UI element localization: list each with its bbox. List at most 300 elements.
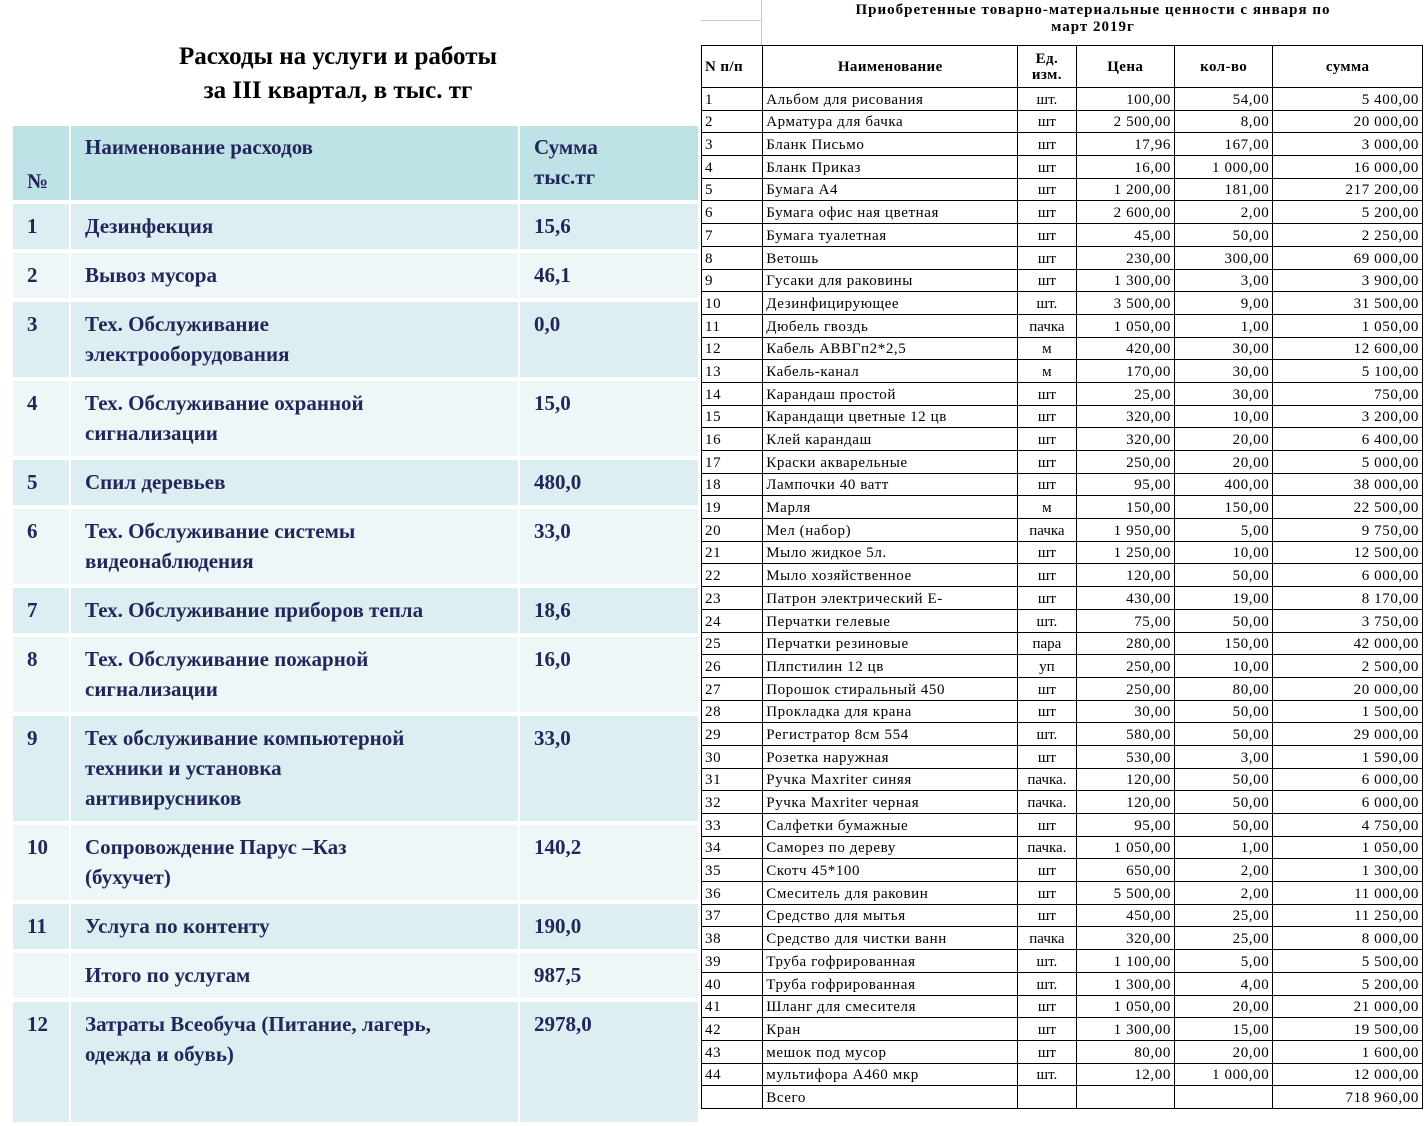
goods-cell-qty: 20,00 [1174, 995, 1272, 1018]
goods-cell-price: 250,00 [1076, 655, 1174, 678]
goods-cell-price: 80,00 [1076, 1040, 1174, 1063]
services-row-sum: 33,0 [520, 716, 698, 825]
goods-total-unit [1018, 1086, 1076, 1109]
goods-cell-price: 95,00 [1076, 814, 1174, 837]
goods-row [702, 972, 1423, 995]
services-row-name-line: Тех. Обслуживание системы [85, 519, 356, 543]
goods-cell-unit: пара [1018, 632, 1076, 655]
goods-cell-qty: 80,00 [1174, 677, 1272, 700]
goods-cell-sum: 5 000,00 [1273, 451, 1423, 474]
services-row [13, 904, 698, 953]
goods-header-unit-line1: Ед. [1035, 50, 1059, 67]
goods-cell-name: Перчатки гелевые [763, 609, 1018, 632]
goods-cell-num: 14 [702, 382, 763, 405]
goods-cell-sum: 3 000,00 [1273, 133, 1423, 156]
services-row-name [71, 825, 520, 904]
goods-cell-unit: шт [1018, 882, 1076, 905]
goods-cell-price: 150,00 [1076, 496, 1174, 519]
goods-cell-name: Мыло жидкое 5л. [763, 541, 1018, 564]
goods-cell-name: Карандаш простой [763, 382, 1018, 405]
goods-header-unit [1018, 46, 1076, 88]
goods-cell-sum: 5 200,00 [1273, 201, 1423, 224]
services-subtotal-sum: 987,5 [520, 953, 698, 1002]
goods-cell-price: 12,00 [1076, 1063, 1174, 1086]
services-header-name: Наименование расходов [71, 126, 520, 204]
goods-cell-sum: 31 500,00 [1273, 292, 1423, 315]
goods-cell-unit: шт. [1018, 1063, 1076, 1086]
goods-body [702, 88, 1423, 1086]
goods-cell-qty: 1,00 [1174, 836, 1272, 859]
goods-cell-qty: 50,00 [1174, 224, 1272, 247]
services-row [13, 302, 698, 381]
services-row-name-line: антивирусников [85, 786, 242, 810]
services-row-name-line: сигнализации [85, 421, 218, 445]
goods-row [702, 110, 1423, 133]
goods-cell-sum: 1 050,00 [1273, 314, 1423, 337]
goods-title-line1: Приобретенные товарно-материальные ценности с января по [855, 2, 1331, 18]
goods-cell-unit: шт [1018, 382, 1076, 405]
goods-cell-sum: 11 000,00 [1273, 882, 1423, 905]
goods-cell-sum: 1 500,00 [1273, 700, 1423, 723]
goods-cell-unit: м [1018, 496, 1076, 519]
goods-cell-sum: 750,00 [1273, 382, 1423, 405]
goods-cell-unit: м [1018, 337, 1076, 360]
goods-cell-sum: 217 200,00 [1273, 178, 1423, 201]
goods-title-spacer [701, 0, 762, 45]
services-row-name-line: одежда и обувь) [85, 1042, 234, 1066]
services-row-name-line: Сопровождение Парус –Каз [85, 835, 347, 859]
goods-cell-unit: шт [1018, 246, 1076, 269]
goods-cell-num: 23 [702, 587, 763, 610]
goods-cell-unit: шт [1018, 178, 1076, 201]
goods-total-price [1076, 1086, 1174, 1109]
goods-cell-unit: шт [1018, 1040, 1076, 1063]
goods-cell-name: Средство для мытья [763, 904, 1018, 927]
goods-cell-price: 1 100,00 [1076, 950, 1174, 973]
goods-cell-unit: шт. [1018, 609, 1076, 632]
goods-row [702, 451, 1423, 474]
goods-cell-name: Бумага офис ная цветная [763, 201, 1018, 224]
services-row-name: Вывоз мусора [71, 253, 520, 302]
goods-cell-name: Средство для чистки ванн [763, 927, 1018, 950]
goods-cell-num: 37 [702, 904, 763, 927]
goods-cell-sum: 3 200,00 [1273, 405, 1423, 428]
goods-cell-qty: 30,00 [1174, 382, 1272, 405]
goods-cell-name: Бланк Письмо [763, 133, 1018, 156]
goods-cell-unit: шт [1018, 451, 1076, 474]
goods-cell-unit: шт [1018, 224, 1076, 247]
goods-cell-unit: шт [1018, 405, 1076, 428]
goods-cell-sum: 5 200,00 [1273, 972, 1423, 995]
goods-cell-unit: уп [1018, 655, 1076, 678]
goods-cell-qty: 400,00 [1174, 473, 1272, 496]
goods-cell-qty: 54,00 [1174, 88, 1272, 111]
goods-cell-qty: 150,00 [1174, 632, 1272, 655]
goods-cell-sum: 38 000,00 [1273, 473, 1423, 496]
services-row-sum: 15,6 [520, 204, 698, 253]
goods-cell-sum: 8 000,00 [1273, 927, 1423, 950]
goods-cell-num: 29 [702, 723, 763, 746]
services-table [13, 126, 698, 1126]
goods-cell-num: 40 [702, 972, 763, 995]
goods-cell-price: 320,00 [1076, 927, 1174, 950]
goods-cell-unit: шт [1018, 745, 1076, 768]
goods-cell-name: Гусаки для раковины [763, 269, 1018, 292]
goods-cell-name: Труба гофрированная [763, 972, 1018, 995]
goods-cell-price: 250,00 [1076, 451, 1174, 474]
goods-cell-name: Шланг для смесителя [763, 995, 1018, 1018]
goods-row [702, 723, 1423, 746]
goods-cell-unit: шт [1018, 110, 1076, 133]
services-row-sum: 46,1 [520, 253, 698, 302]
goods-cell-unit: шт [1018, 473, 1076, 496]
goods-cell-price: 1 950,00 [1076, 519, 1174, 542]
goods-cell-unit: шт [1018, 564, 1076, 587]
goods-cell-name: Краски акварельные [763, 451, 1018, 474]
goods-cell-sum: 20 000,00 [1273, 677, 1423, 700]
services-row-sum: 190,0 [520, 904, 698, 953]
goods-cell-num: 26 [702, 655, 763, 678]
goods-cell-unit: шт [1018, 1018, 1076, 1041]
goods-cell-num: 38 [702, 927, 763, 950]
goods-row [702, 133, 1423, 156]
services-header-sum-line2: тыс.тг [534, 165, 596, 189]
goods-cell-name: Бланк Приказ [763, 156, 1018, 179]
services-row [13, 637, 698, 716]
goods-row [702, 269, 1423, 292]
goods-cell-sum: 2 500,00 [1273, 655, 1423, 678]
goods-cell-name: Мел (набор) [763, 519, 1018, 542]
services-subtotal-label: Итого по услугам [71, 953, 520, 1002]
goods-cell-price: 1 300,00 [1076, 972, 1174, 995]
goods-cell-name: Кабель-канал [763, 360, 1018, 383]
goods-cell-sum: 6 400,00 [1273, 428, 1423, 451]
goods-table [701, 45, 1423, 1109]
goods-cell-name: Розетка наружная [763, 745, 1018, 768]
goods-cell-qty: 50,00 [1174, 700, 1272, 723]
services-row [13, 588, 698, 637]
goods-cell-unit: шт [1018, 156, 1076, 179]
goods-header-sum: сумма [1273, 46, 1423, 88]
goods-cell-qty: 2,00 [1174, 859, 1272, 882]
services-row [13, 253, 698, 302]
goods-cell-name: мультифора А460 мкр [763, 1063, 1018, 1086]
goods-cell-qty: 20,00 [1174, 428, 1272, 451]
goods-cell-price: 1 250,00 [1076, 541, 1174, 564]
services-row-name [71, 509, 520, 588]
goods-cell-name: Бумага туалетная [763, 224, 1018, 247]
goods-row [702, 496, 1423, 519]
services-row-sum: 2978,0 [520, 1002, 698, 1126]
goods-header-unit-line2: изм. [1031, 66, 1062, 83]
goods-cell-price: 16,00 [1076, 156, 1174, 179]
goods-cell-price: 75,00 [1076, 609, 1174, 632]
goods-cell-qty: 5,00 [1174, 950, 1272, 973]
services-row-name-line: Тех. Обслуживание [85, 312, 269, 336]
goods-row [702, 791, 1423, 814]
goods-cell-qty: 50,00 [1174, 814, 1272, 837]
goods-row [702, 587, 1423, 610]
goods-cell-num: 31 [702, 768, 763, 791]
goods-cell-sum: 12 000,00 [1273, 1063, 1423, 1086]
goods-cell-name: Кабель АВВГп2*2,5 [763, 337, 1018, 360]
goods-cell-price: 5 500,00 [1076, 882, 1174, 905]
goods-cell-sum: 8 170,00 [1273, 587, 1423, 610]
goods-total-qty [1174, 1086, 1272, 1109]
goods-cell-sum: 11 250,00 [1273, 904, 1423, 927]
goods-cell-num: 17 [702, 451, 763, 474]
goods-cell-unit: пачка [1018, 927, 1076, 950]
goods-cell-sum: 12 600,00 [1273, 337, 1423, 360]
services-row-name-line: электрооборудования [85, 342, 290, 366]
goods-cell-qty: 10,00 [1174, 541, 1272, 564]
goods-cell-num: 39 [702, 950, 763, 973]
services-row-num: 5 [13, 460, 71, 509]
goods-row [702, 1063, 1423, 1086]
goods-cell-name: Лампочки 40 ватт [763, 473, 1018, 496]
goods-title [763, 2, 1423, 36]
goods-cell-qty: 1 000,00 [1174, 156, 1272, 179]
goods-total-sum: 718 960,00 [1273, 1086, 1423, 1109]
goods-cell-unit: м [1018, 360, 1076, 383]
goods-cell-unit: шт [1018, 677, 1076, 700]
goods-cell-price: 1 300,00 [1076, 269, 1174, 292]
goods-cell-price: 280,00 [1076, 632, 1174, 655]
goods-cell-name: Плпстилин 12 цв [763, 655, 1018, 678]
goods-row [702, 428, 1423, 451]
goods-cell-sum: 3 750,00 [1273, 609, 1423, 632]
services-row-sum: 15,0 [520, 381, 698, 460]
services-row-sum: 140,2 [520, 825, 698, 904]
goods-cell-qty: 20,00 [1174, 451, 1272, 474]
goods-row [702, 292, 1423, 315]
goods-row [702, 677, 1423, 700]
goods-cell-name: Мыло хозяйственное [763, 564, 1018, 587]
goods-cell-qty: 3,00 [1174, 269, 1272, 292]
goods-cell-qty: 4,00 [1174, 972, 1272, 995]
goods-cell-unit: шт [1018, 541, 1076, 564]
goods-cell-num: 20 [702, 519, 763, 542]
goods-cell-sum: 16 000,00 [1273, 156, 1423, 179]
goods-total-label: Всего [763, 1086, 1018, 1109]
goods-cell-num: 41 [702, 995, 763, 1018]
goods-cell-sum: 12 500,00 [1273, 541, 1423, 564]
services-header-num: № [13, 126, 71, 204]
goods-cell-qty: 15,00 [1174, 1018, 1272, 1041]
goods-cell-sum: 2 250,00 [1273, 224, 1423, 247]
services-row-num: 2 [13, 253, 71, 302]
goods-header-num: N п/п [702, 46, 763, 88]
goods-cell-sum: 1 590,00 [1273, 745, 1423, 768]
goods-row [702, 201, 1423, 224]
goods-header-row [702, 46, 1423, 88]
goods-cell-unit: шт [1018, 904, 1076, 927]
goods-cell-name: Ветошь [763, 246, 1018, 269]
services-header-sum [520, 126, 698, 204]
goods-row [702, 541, 1423, 564]
goods-cell-price: 3 500,00 [1076, 292, 1174, 315]
goods-cell-num: 13 [702, 360, 763, 383]
goods-cell-qty: 30,00 [1174, 337, 1272, 360]
goods-cell-price: 1 200,00 [1076, 178, 1174, 201]
services-row-num: 1 [13, 204, 71, 253]
goods-cell-name: Прокладка для крана [763, 700, 1018, 723]
goods-row [702, 609, 1423, 632]
goods-cell-unit: шт [1018, 133, 1076, 156]
goods-cell-sum: 42 000,00 [1273, 632, 1423, 655]
goods-row [702, 1040, 1423, 1063]
goods-header-name: Наименование [763, 46, 1018, 88]
goods-cell-num: 44 [702, 1063, 763, 1086]
goods-cell-name: Скотч 45*100 [763, 859, 1018, 882]
services-title-line1: Расходы на услуги и работы [179, 43, 497, 70]
goods-row [702, 995, 1423, 1018]
goods-cell-price: 450,00 [1076, 904, 1174, 927]
goods-cell-num: 12 [702, 337, 763, 360]
goods-cell-num: 25 [702, 632, 763, 655]
goods-cell-unit: шт [1018, 859, 1076, 882]
goods-cell-sum: 21 000,00 [1273, 995, 1423, 1018]
goods-cell-price: 530,00 [1076, 745, 1174, 768]
goods-header-price: Цена [1076, 46, 1174, 88]
goods-cell-price: 1 050,00 [1076, 836, 1174, 859]
goods-cell-unit: пачка. [1018, 791, 1076, 814]
goods-cell-num: 32 [702, 791, 763, 814]
goods-row [702, 1018, 1423, 1041]
goods-row [702, 632, 1423, 655]
goods-cell-name: Регистратор 8см 554 [763, 723, 1018, 746]
goods-cell-num: 1 [702, 88, 763, 111]
goods-cell-name: Труба гофрированная [763, 950, 1018, 973]
goods-cell-num: 6 [702, 201, 763, 224]
goods-cell-name: Бумага А4 [763, 178, 1018, 201]
goods-cell-qty: 2,00 [1174, 201, 1272, 224]
goods-cell-qty: 1 000,00 [1174, 1063, 1272, 1086]
services-row [13, 460, 698, 509]
goods-cell-name: Смеситель для раковин [763, 882, 1018, 905]
goods-cell-sum: 29 000,00 [1273, 723, 1423, 746]
goods-cell-name: Патрон электрический Е- [763, 587, 1018, 610]
goods-cell-sum: 3 900,00 [1273, 269, 1423, 292]
services-row-name [71, 1002, 520, 1126]
services-row-sum: 480,0 [520, 460, 698, 509]
goods-row [702, 882, 1423, 905]
goods-cell-unit: шт [1018, 814, 1076, 837]
goods-cell-sum: 1 300,00 [1273, 859, 1423, 882]
services-row-sum: 16,0 [520, 637, 698, 716]
goods-row [702, 836, 1423, 859]
goods-row [702, 246, 1423, 269]
goods-cell-num: 18 [702, 473, 763, 496]
goods-cell-qty: 300,00 [1174, 246, 1272, 269]
services-row-name: Спил деревьев [71, 460, 520, 509]
goods-cell-sum: 1 600,00 [1273, 1040, 1423, 1063]
goods-cell-sum: 9 750,00 [1273, 519, 1423, 542]
goods-cell-num: 11 [702, 314, 763, 337]
goods-cell-num: 4 [702, 156, 763, 179]
goods-cell-name: мешок под мусор [763, 1040, 1018, 1063]
goods-cell-price: 1 050,00 [1076, 995, 1174, 1018]
goods-cell-num: 35 [702, 859, 763, 882]
goods-cell-name: Альбом для рисования [763, 88, 1018, 111]
goods-cell-qty: 2,00 [1174, 882, 1272, 905]
services-row-name-line: Тех. Обслуживание пожарной [85, 647, 369, 671]
goods-cell-qty: 150,00 [1174, 496, 1272, 519]
goods-row [702, 564, 1423, 587]
services-row-sum: 33,0 [520, 509, 698, 588]
goods-cell-num: 22 [702, 564, 763, 587]
goods-cell-sum: 69 000,00 [1273, 246, 1423, 269]
goods-cell-sum: 20 000,00 [1273, 110, 1423, 133]
goods-cell-num: 27 [702, 677, 763, 700]
goods-cell-unit: шт. [1018, 723, 1076, 746]
goods-cell-name: Марля [763, 496, 1018, 519]
goods-row [702, 859, 1423, 882]
goods-row [702, 768, 1423, 791]
goods-cell-name: Саморез по дереву [763, 836, 1018, 859]
goods-cell-qty: 167,00 [1174, 133, 1272, 156]
goods-cell-price: 120,00 [1076, 564, 1174, 587]
goods-cell-qty: 25,00 [1174, 904, 1272, 927]
goods-row [702, 904, 1423, 927]
goods-cell-qty: 30,00 [1174, 360, 1272, 383]
goods-cell-name: Салфетки бумажные [763, 814, 1018, 837]
services-row [13, 716, 698, 825]
goods-cell-price: 170,00 [1076, 360, 1174, 383]
goods-cell-sum: 4 750,00 [1273, 814, 1423, 837]
services-row-name: Тех. Обслуживание приборов тепла [71, 588, 520, 637]
goods-cell-sum: 6 000,00 [1273, 564, 1423, 587]
goods-cell-num: 36 [702, 882, 763, 905]
goods-cell-qty: 1,00 [1174, 314, 1272, 337]
services-row-name [71, 302, 520, 381]
goods-cell-price: 120,00 [1076, 791, 1174, 814]
services-subtotal-row [13, 953, 698, 1002]
goods-cell-num: 30 [702, 745, 763, 768]
services-row-name: Услуга по контенту [71, 904, 520, 953]
goods-cell-unit: пачка [1018, 314, 1076, 337]
services-row-name: Дезинфекция [71, 204, 520, 253]
goods-cell-num: 24 [702, 609, 763, 632]
services-row-name-line: видеонаблюдения [85, 549, 254, 573]
services-row-num: 6 [13, 509, 71, 588]
goods-cell-price: 17,96 [1076, 133, 1174, 156]
goods-cell-num: 42 [702, 1018, 763, 1041]
goods-cell-num: 9 [702, 269, 763, 292]
goods-cell-unit: пачка [1018, 519, 1076, 542]
goods-cell-name: Ручка Maxriter синяя [763, 768, 1018, 791]
goods-cell-num: 5 [702, 178, 763, 201]
goods-cell-qty: 50,00 [1174, 564, 1272, 587]
goods-cell-qty: 19,00 [1174, 587, 1272, 610]
goods-cell-num: 15 [702, 405, 763, 428]
goods-cell-num: 33 [702, 814, 763, 837]
services-title [0, 40, 676, 108]
services-row-num: 10 [13, 825, 71, 904]
goods-cell-qty: 8,00 [1174, 110, 1272, 133]
services-row-sum: 18,6 [520, 588, 698, 637]
goods-cell-price: 250,00 [1076, 677, 1174, 700]
goods-cell-num: 34 [702, 836, 763, 859]
goods-cell-sum: 19 500,00 [1273, 1018, 1423, 1041]
goods-row [702, 927, 1423, 950]
goods-cell-num: 7 [702, 224, 763, 247]
goods-cell-unit: шт [1018, 700, 1076, 723]
goods-cell-unit: шт. [1018, 972, 1076, 995]
goods-cell-num: 10 [702, 292, 763, 315]
goods-row [702, 519, 1423, 542]
goods-title-row [701, 0, 1423, 46]
